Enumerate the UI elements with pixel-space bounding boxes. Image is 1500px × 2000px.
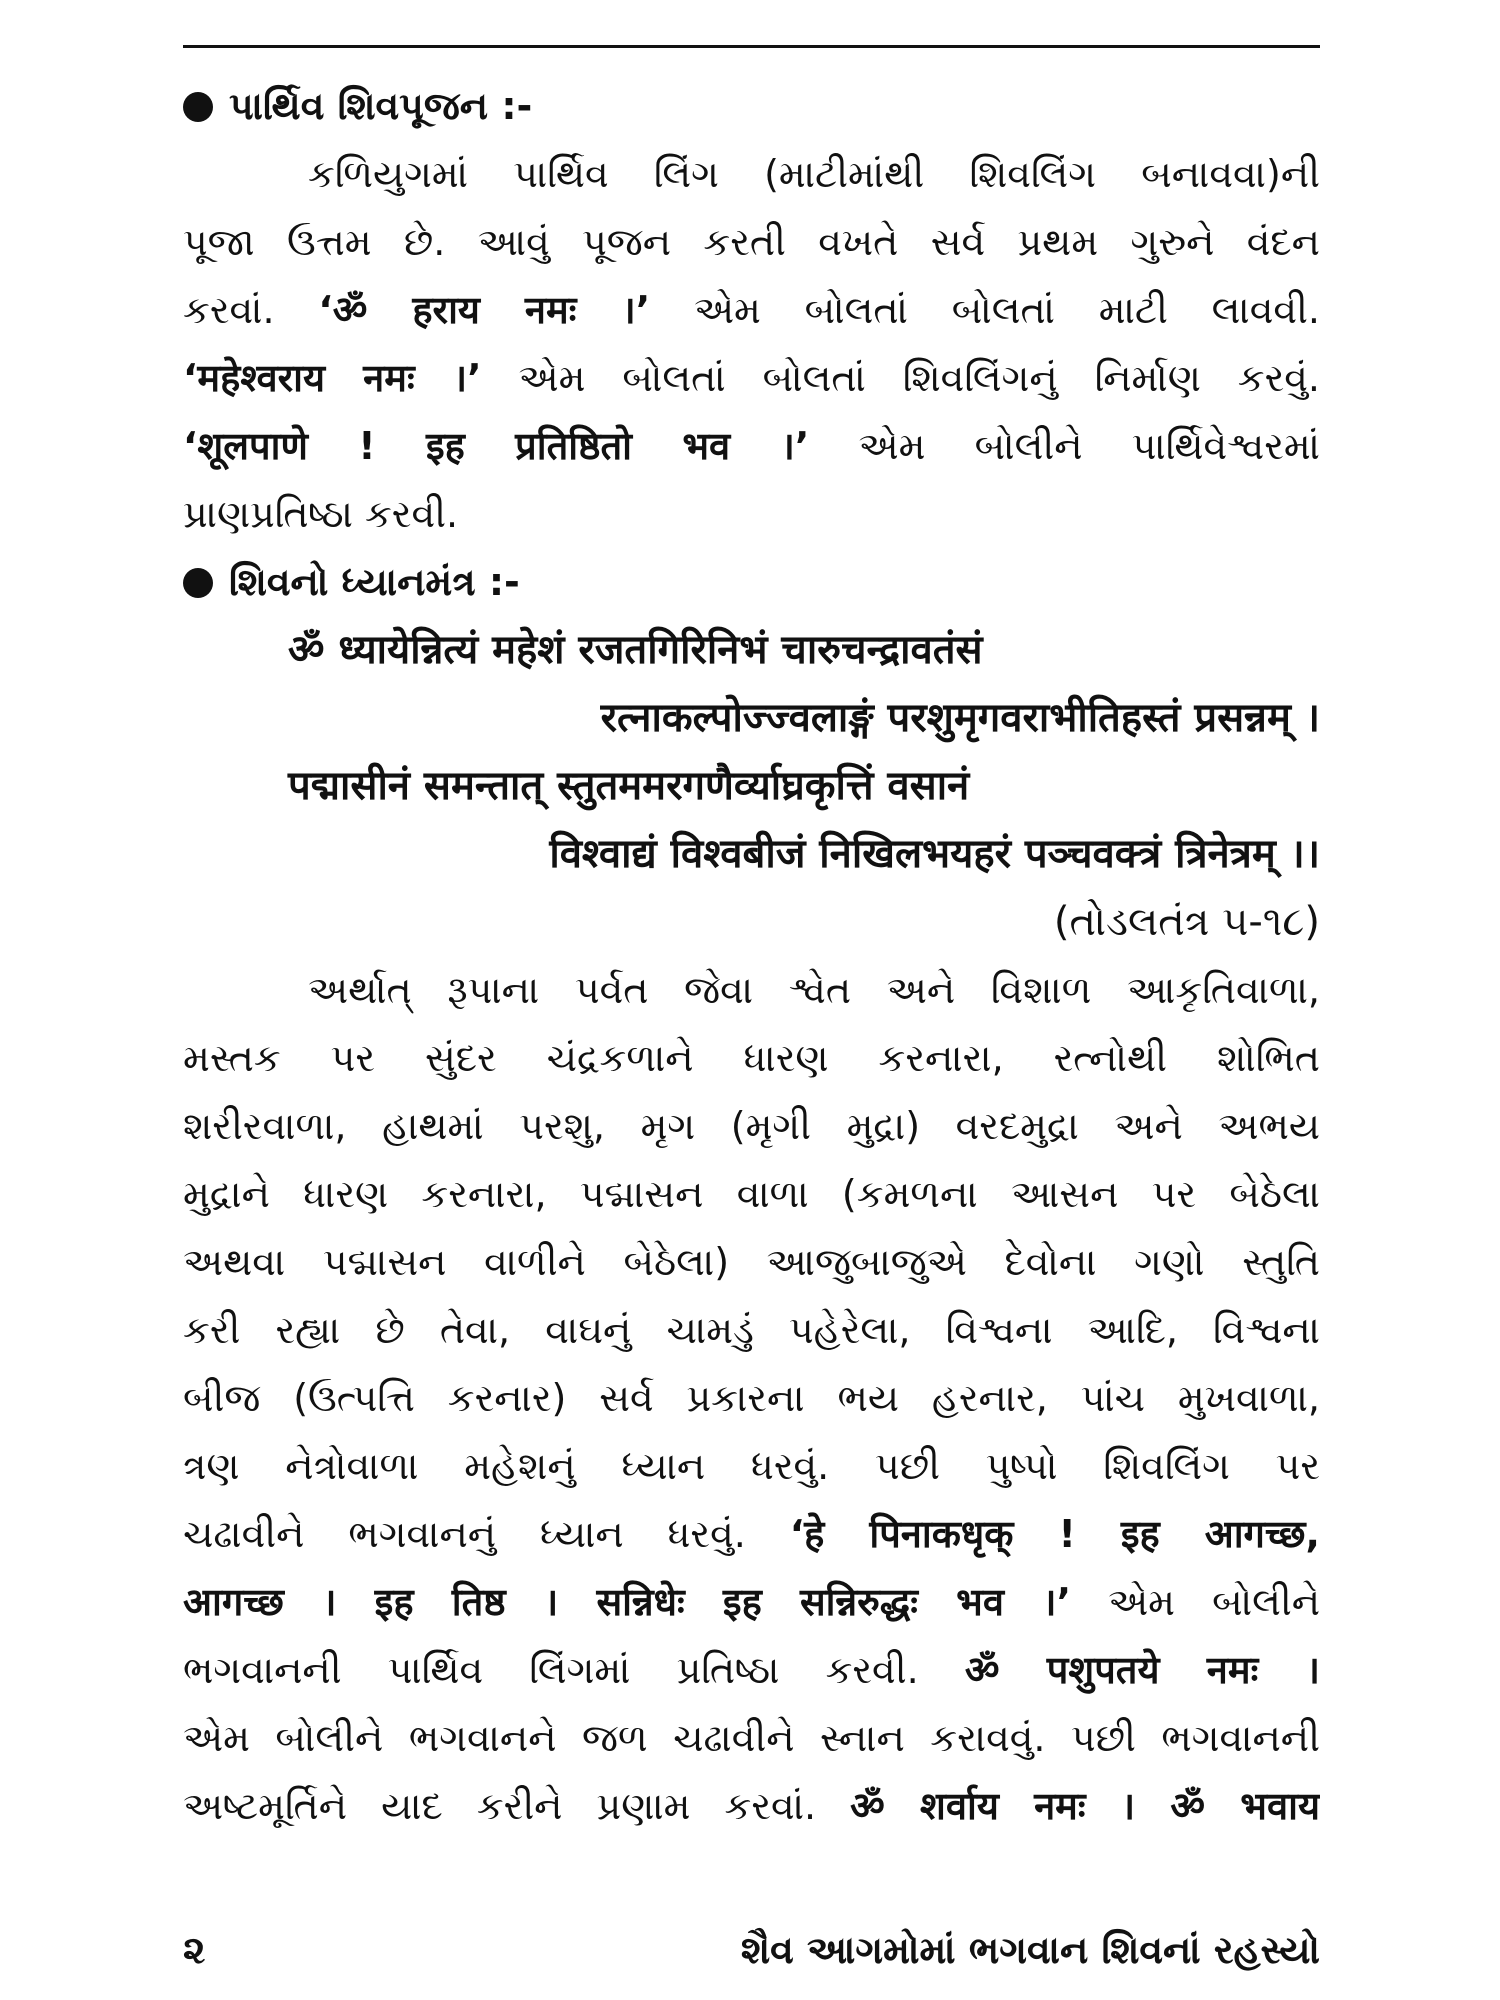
mantra-line: विश्वाद्यं विश्वबीजं निखिलभयहरं पञ्चवक्त्रं त्रिनेत्रम् ।। [549,831,1320,877]
paragraph-line: અર્થાત્ રૂપાના પર્વત જેવા શ્વેત અને વિશાળ આકૃતિવાળા, [308,968,1320,1012]
paragraph-line: કળિયુગમાં પાર્થિવ લિંગ (માટીમાંથી શિવલિંગ બનાવવા)ની [308,152,1320,196]
paragraph-line: आगच्छ । इह तिष्ठ । सन्निधेः इह सन्निरुद्धः भव ।’ એમ બોલીને [183,1580,1320,1624]
sanskrit-mantra: ॐ शर्वाय नमः । ॐ भवाय [850,1784,1320,1828]
paragraph-line: મસ્તક પર સુંદર ચંદ્રકળાને ધારણ કરનારા, રત્નોથી શોભિત [183,1036,1320,1080]
page-body [183,72,1320,1840]
paragraph-line: અથવા પદ્માસન વાળીને બેઠેલા) આજુબાજુએ દેવોના ગણો સ્તુતિ [183,1240,1320,1284]
paragraph-line: અષ્ટમૂર્તિને યાદ કરીને પ્રણામ કરવાં. ॐ शर्वाय नमः । ॐ भवाय [183,1784,1320,1828]
mantra-line: पद्मासीनं समन्तात् स्तुतममरगणैर्व्याघ्रकृत्तिं वसानं [288,763,970,809]
book-title: શૈવ આગમોમાં ભગવાન શિવનાં રહસ્યો [740,1928,1320,1972]
paragraph-line: ત્રણ નેત્રોવાળા મહેશનું ધ્યાન ધરવું. પછી પુષ્પો શિવલિંગ પર [183,1444,1320,1488]
paragraph-line: ‘महेश्वराय नमः ।’ એમ બોલતાં બોલતાં શિવલિંગનું નિર્માણ કરવું. [183,356,1320,400]
page-footer [183,1928,1320,1978]
sanskrit-mantra: ‘हे पिनाकधृक् ! इह आगच्छ, [789,1512,1320,1556]
bullet-icon [183,568,213,598]
paragraph-line: ચઢાવીને ભગવાનનું ધ્યાન ધરવું. ‘हे पिनाकधृक् ! इह आगच्छ, [183,1512,1320,1556]
sanskrit-mantra: ॐ पशुपतये नमः । [964,1648,1320,1692]
bullet-icon [183,92,213,122]
paragraph-line: મુદ્રાને ધારણ કરનારા, પદ્માસન વાળા (કમળના આસન પર બેઠેલા [183,1172,1320,1216]
page-number: ૨ [183,1928,206,1972]
sanskrit-mantra: ‘ॐ हराय नमः ।’ [318,288,651,332]
sanskrit-mantra: ‘शूलपाणे ! इह प्रतिष्ठितो भव ।’ [183,424,810,468]
mantra-line: रत्नाकल्पोज्ज्वलाङ्गं परशुमृगवराभीतिहस्तं प्रसन्नम् । [600,695,1320,741]
section-heading-dhyan: શિવનો ધ્યાનમંત્ર :- [183,548,1320,616]
paragraph-line: કરી રહ્યા છે તેવા, વાઘનું ચામડું પહેરેલા, વિશ્વના આદિ, વિશ્વના [183,1308,1320,1352]
paragraph-line: કરવાં. ‘ॐ हराय नमः ।’ એમ બોલતાં બોલતાં માટી લાવવી. [183,288,1320,332]
paragraph-line: શરીરવાળા, હાથમાં પરશુ, મૃગ (મૃગી મુદ્રા) વરદમુદ્રા અને અભય [183,1104,1320,1148]
paragraph-line: પ્રાણપ્રતિષ્ઠા કરવી. [183,492,459,536]
section-heading-parthiv: પાર્થિવ શિવપૂજન :- [183,72,1320,140]
paragraph-line: એમ બોલીને ભગવાનને જળ ચઢાવીને સ્નાન કરાવવું. પછી ભગવાનની [183,1716,1320,1760]
citation: (તોડલતંત્ર ૫-૧૮) [1053,899,1320,945]
top-rule [183,45,1320,48]
paragraph-line: બીજ (ઉત્પત્તિ કરનાર) સર્વ પ્રકારના ભય હરનાર, પાંચ મુખવાળા, [183,1376,1320,1420]
paragraph-line: ભગવાનની પાર્થિવ લિંગમાં પ્રતિષ્ઠા કરવી. ॐ पशुपतये नमः । [183,1648,1320,1692]
sanskrit-mantra: आगच्छ । इह तिष्ठ । सन्निधेः इह सन्निरुद्धः भव ।’ [183,1580,1072,1624]
mantra-line: ॐ ध्यायेन्नित्यं महेशं रजतगिरिनिभं चारुचन्द्रावतंसं [288,627,983,673]
sanskrit-mantra: ‘महेश्वराय नमः ।’ [183,356,482,400]
paragraph-line: ‘शूलपाणे ! इह प्रतिष्ठितो भव ।’ એમ બોલીને પાર્થિવેશ્વરમાં [183,424,1320,468]
paragraph-line: પૂજા ઉત્તમ છે. આવું પૂજન કરતી વખતે સર્વ પ્રથમ ગુરુને વંદન [183,220,1320,264]
